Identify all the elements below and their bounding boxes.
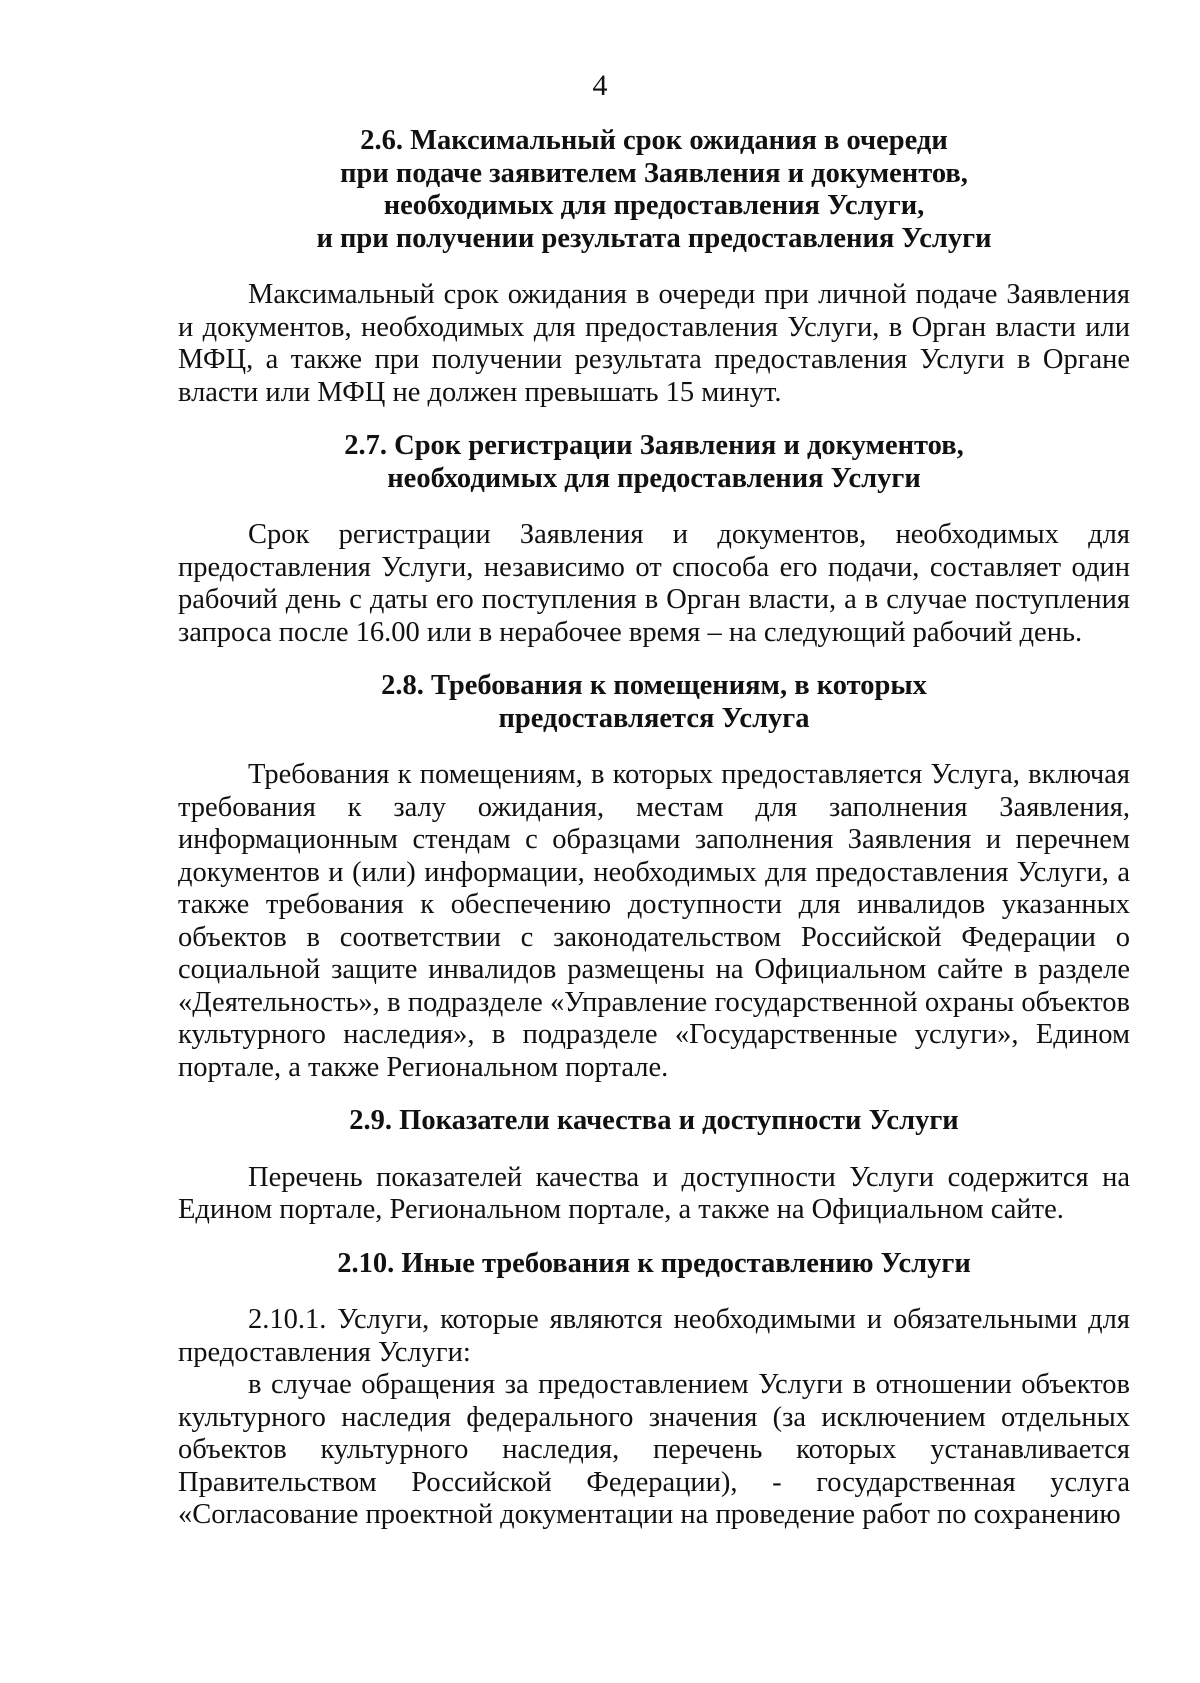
- paragraph: Перечень показателей качества и доступности Услуги содержится на Едином портале, Региональном портале, а также на Официальном сайте.: [178, 1161, 1130, 1225]
- page-number: 4: [592, 69, 608, 102]
- paragraph: Требования к помещениям, в которых предоставляется Услуга, включая требования к залу ожидания, местам для заполнения Заявления, информационным стендам с образцами заполнения Заявления и перечнем документов и (или) информации, необходимых для предоставления Услуги, а также требования к обеспечению доступности для инвалидов указанных объектов в соответствии с законодательством Российской Федерации о социальной защите инвалидов размещены на Официальном сайте в разделе «Деятельность», в подразделе «Управление государственной охраны объектов культурного наследия», в подразделе «Государственные услуги», Едином портале, а также Региональном портале.: [178, 759, 1130, 1083]
- heading-line: необходимых для предоставления Услуги: [387, 462, 921, 494]
- section-2-8: [178, 670, 1130, 1084]
- heading-line: предоставляется Услуга: [498, 702, 810, 734]
- heading-line: 2.9. Показатели качества и доступности Услуги: [349, 1105, 959, 1136]
- paragraph: в случае обращения за предоставлением Услуги в отношении объектов культурного наследия федерального значения (за исключением отдельных объектов культурного наследия, перечень которых устанавливается Правительством Российской Федерации), - государственная услуга «Согласование проектной документации на проведение работ по сохранению: [178, 1369, 1130, 1530]
- document-body: [178, 125, 1130, 1532]
- heading-line: при подаче заявителем Заявления и документов,: [340, 157, 968, 189]
- section-2-6: [178, 125, 1130, 409]
- section-heading: [178, 1248, 1130, 1281]
- heading-line: 2.8. Требования к помещениям, в которых: [381, 670, 927, 701]
- paragraph: 2.10.1. Услуги, которые являются необходимыми и обязательными для предоставления Услуги:: [178, 1304, 1130, 1368]
- section-heading: [178, 670, 1130, 735]
- section-2-9: [178, 1105, 1130, 1227]
- heading-line: и при получении результата предоставления Услуги: [316, 222, 992, 254]
- heading-line: 2.6. Максимальный срок ожидания в очереди: [360, 125, 948, 156]
- paragraph: Максимальный срок ожидания в очереди при личной подаче Заявления и документов, необходимых для предоставления Услуги, в Орган власти или МФЦ, а также при получении результата предоставления Услуги в Органе власти или МФЦ не должен превышать 15 минут.: [178, 279, 1130, 408]
- section-heading: [178, 1105, 1130, 1138]
- section-heading: [178, 430, 1130, 495]
- paragraph: Срок регистрации Заявления и документов, необходимых для предоставления Услуги, независимо от способа его подачи, составляет один рабочий день с даты его поступления в Орган власти, а в случае поступления запроса после 16.00 или в нерабочее время – на следующий рабочий день.: [178, 519, 1130, 648]
- heading-line: 2.10. Иные требования к предоставлению Услуги: [337, 1247, 971, 1279]
- heading-line: 2.7. Срок регистрации Заявления и документов,: [344, 430, 964, 461]
- section-2-10: [178, 1248, 1130, 1532]
- section-heading: [178, 125, 1130, 255]
- section-2-7: [178, 430, 1130, 649]
- heading-line: необходимых для предоставления Услуги,: [383, 190, 925, 221]
